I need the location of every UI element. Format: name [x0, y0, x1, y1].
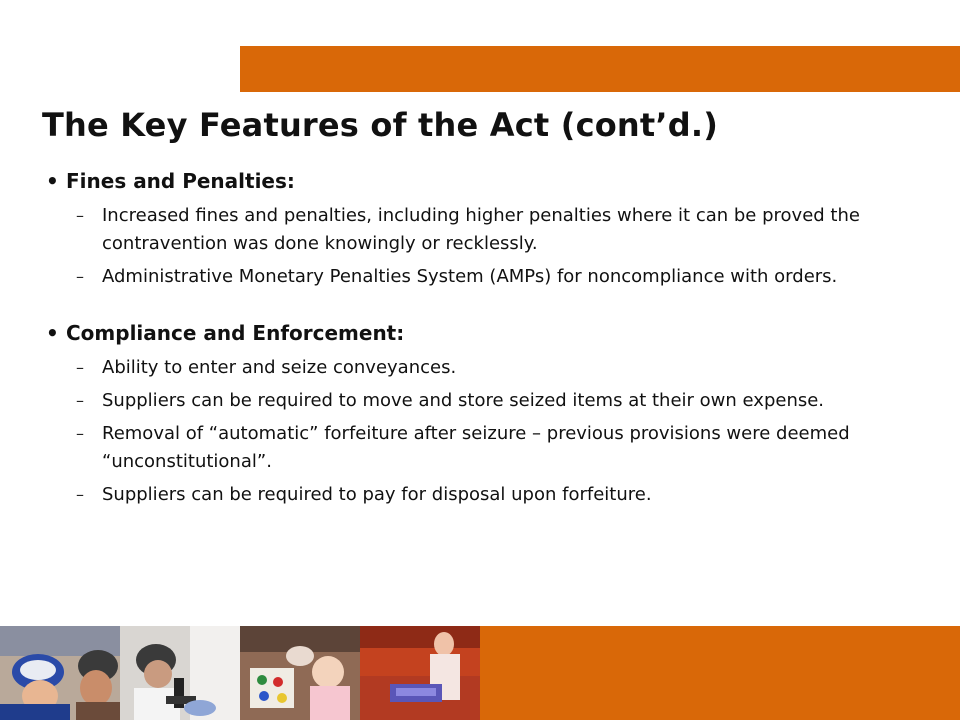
bottom-accent-bar	[480, 626, 960, 720]
list-item	[46, 202, 916, 258]
dash-icon: –	[76, 485, 84, 504]
list-item-text: Suppliers can be required to pay for disposal upon forfeiture.	[102, 484, 652, 505]
photo-lab-worker	[360, 626, 480, 720]
photo-lab-microscope	[120, 626, 240, 720]
dash-icon: –	[76, 424, 84, 443]
bullet-icon: •	[46, 321, 59, 345]
slide-title: The Key Features of the Act (cont’d.)	[42, 106, 719, 144]
list-item	[46, 481, 916, 509]
list-item-text: Removal of “automatic” forfeiture after seizure – previous provisions were deemed “unconstitutional”.	[102, 423, 850, 472]
section-compliance-enforcement	[46, 318, 916, 509]
list-item-text: Administrative Monetary Penalties System (AMPs) for noncompliance with orders.	[102, 266, 838, 287]
dash-icon: –	[76, 391, 84, 410]
list-item-text: Increased fines and penalties, including higher penalties where it can be proved the contravention was done knowingly or recklessly.	[102, 205, 860, 254]
section-heading-text: Fines and Penalties:	[66, 169, 295, 193]
photo-toddler-toy	[240, 626, 360, 720]
section-fines-penalties	[46, 166, 916, 291]
slide-content	[46, 166, 916, 536]
photo-strip	[0, 626, 480, 720]
dash-icon: –	[76, 267, 84, 286]
top-accent-bar	[240, 46, 960, 92]
list-item	[46, 263, 916, 291]
dash-icon: –	[76, 358, 84, 377]
section-heading	[46, 166, 916, 196]
list-item-text: Ability to enter and seize conveyances.	[102, 357, 457, 378]
section-heading	[46, 318, 916, 348]
section-heading-text: Compliance and Enforcement:	[66, 321, 405, 345]
list-item-text: Suppliers can be required to move and store seized items at their own expense.	[102, 390, 825, 411]
sub-item-list	[46, 354, 916, 509]
list-item	[46, 354, 916, 382]
bullet-icon: •	[46, 169, 59, 193]
sub-item-list	[46, 202, 916, 291]
photo-child-bike-helmet	[0, 626, 120, 720]
list-item	[46, 420, 916, 476]
list-item	[46, 387, 916, 415]
dash-icon: –	[76, 206, 84, 225]
